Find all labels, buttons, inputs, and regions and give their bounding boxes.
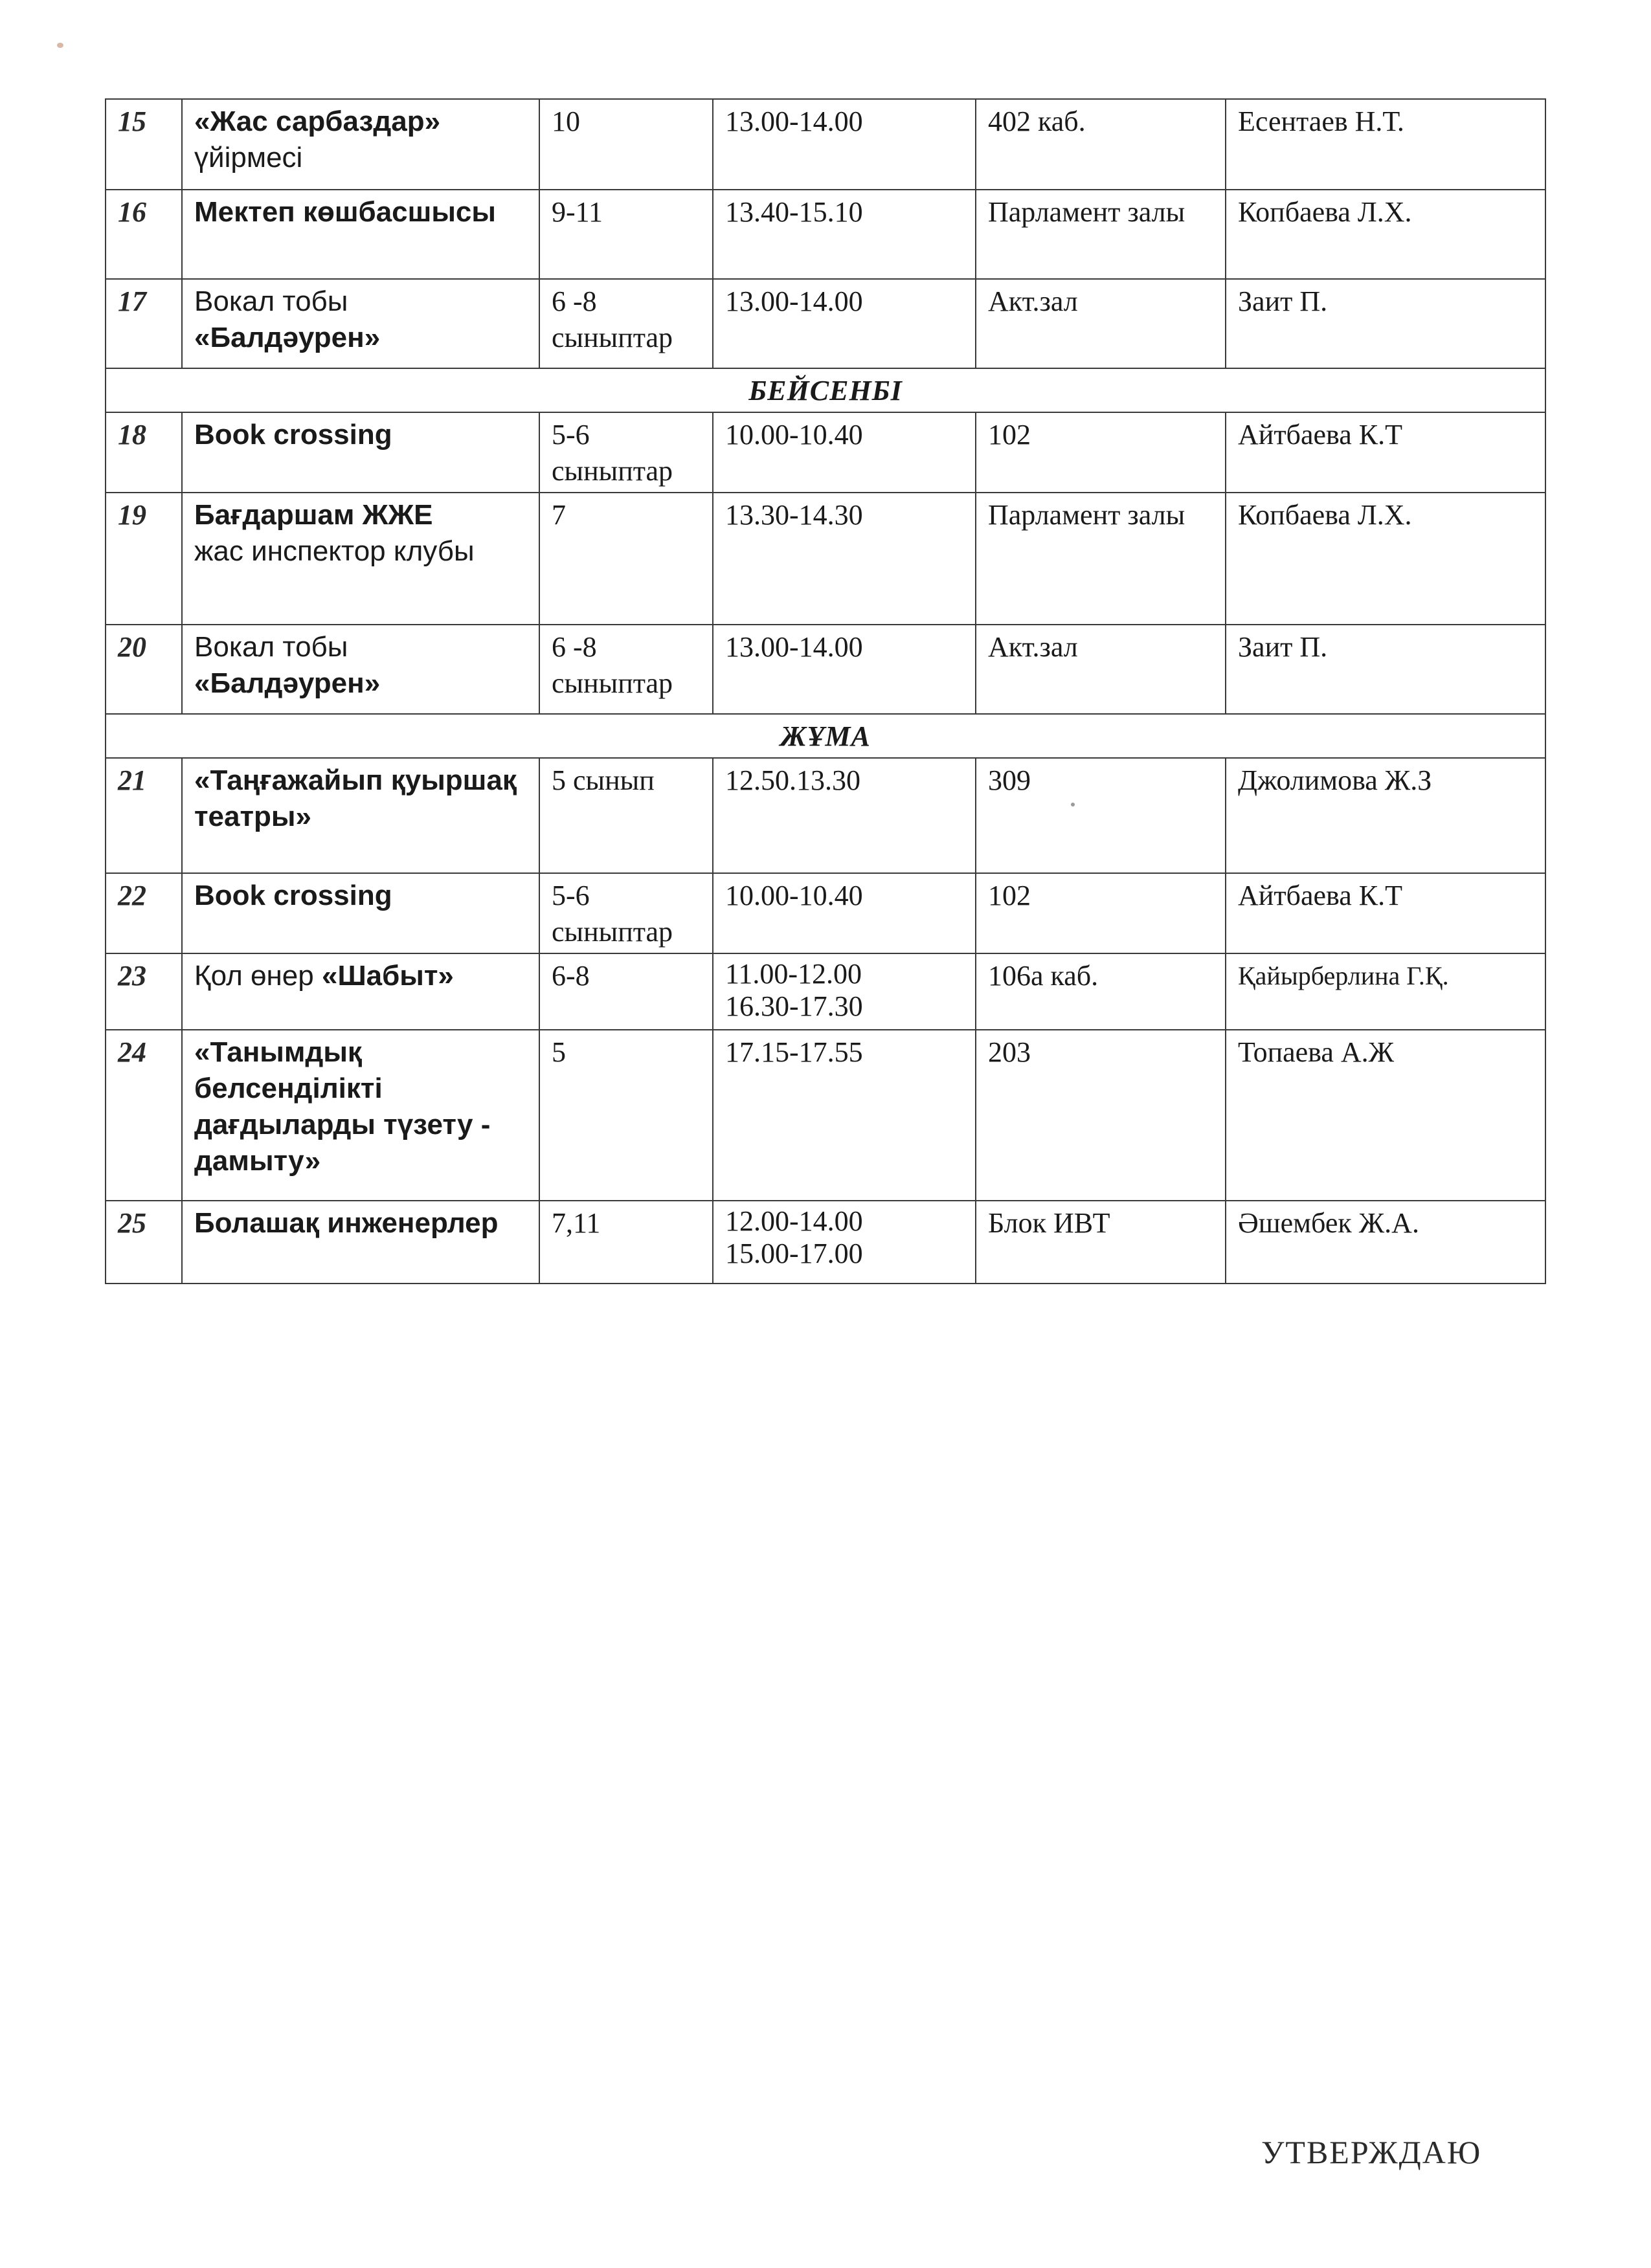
time-cell bbox=[713, 953, 976, 1030]
room-cell: Акт.зал bbox=[976, 279, 1226, 368]
club-name bbox=[182, 873, 539, 953]
grade-cell: 6-8 bbox=[539, 953, 713, 1030]
room-cell: 106а каб. bbox=[976, 953, 1226, 1030]
club-name bbox=[182, 1030, 539, 1201]
club-name-plain: Вокал тобы bbox=[194, 631, 348, 663]
row-number: 23 bbox=[106, 953, 182, 1030]
room-cell: 203 bbox=[976, 1030, 1226, 1201]
club-name-bold: «Танымдық белсенділікті дағдыларды түзету - дамыту» bbox=[194, 1036, 491, 1177]
club-name bbox=[182, 625, 539, 714]
teacher-cell: Айтбаева К.Т bbox=[1226, 873, 1545, 953]
teacher-cell: Есентаев Н.Т. bbox=[1226, 99, 1545, 190]
grade-cell: 5 bbox=[539, 1030, 713, 1201]
club-name-rest: жас инспектор клубы bbox=[194, 535, 475, 567]
scan-mark bbox=[57, 43, 63, 48]
time-line-2: 16.30-17.30 bbox=[725, 990, 863, 1022]
grade-cell: 5-6 сыныптар bbox=[539, 873, 713, 953]
time-cell: 13.00-14.00 bbox=[713, 99, 976, 190]
teacher-cell: Копбаева Л.Х. bbox=[1226, 190, 1545, 279]
club-name-plain: Вокал тобы bbox=[194, 285, 348, 317]
club-name-plain: Қол өнер bbox=[194, 960, 322, 992]
approval-heading: УТВЕРЖДАЮ bbox=[1261, 2134, 1482, 2170]
club-name bbox=[182, 279, 539, 368]
teacher-cell: Әшембек Ж.А. bbox=[1226, 1201, 1545, 1284]
room-cell: 402 каб. bbox=[976, 99, 1226, 190]
club-name-bold: Мектеп көшбасшысы bbox=[194, 196, 496, 228]
day-header-row bbox=[106, 714, 1545, 758]
teacher-cell: Джолимова Ж.З bbox=[1226, 758, 1545, 873]
teacher-cell: Заит П. bbox=[1226, 279, 1545, 368]
room-cell: Парламент залы bbox=[976, 190, 1226, 279]
table-row bbox=[106, 493, 1545, 625]
room-cell: Акт.зал bbox=[976, 625, 1226, 714]
grade-cell: 7 bbox=[539, 493, 713, 625]
row-number: 21 bbox=[106, 758, 182, 873]
table-row bbox=[106, 99, 1545, 190]
club-name-bold: Бағдаршам ЖЖЕ bbox=[194, 499, 433, 531]
row-number: 18 bbox=[106, 412, 182, 493]
club-name bbox=[182, 758, 539, 873]
table-row bbox=[106, 190, 1545, 279]
club-name bbox=[182, 412, 539, 493]
club-name-bold: «Шабыт» bbox=[321, 960, 454, 992]
club-name-bold: Book crossing bbox=[194, 419, 392, 450]
table-row bbox=[106, 758, 1545, 873]
club-name-bold: «Таңғажайып қуыршақ театры» bbox=[194, 764, 517, 832]
grade-cell: 6 -8 сыныптар bbox=[539, 625, 713, 714]
grade-cell: 5 сынып bbox=[539, 758, 713, 873]
club-name bbox=[182, 493, 539, 625]
grade-cell: 7,11 bbox=[539, 1201, 713, 1284]
teacher-cell: Айтбаева К.Т bbox=[1226, 412, 1545, 493]
club-name bbox=[182, 953, 539, 1030]
teacher-cell: Копбаева Л.Х. bbox=[1226, 493, 1545, 625]
grade-cell: 9-11 bbox=[539, 190, 713, 279]
club-name bbox=[182, 190, 539, 279]
row-number: 22 bbox=[106, 873, 182, 953]
teacher-cell: Топаева А.Ж bbox=[1226, 1030, 1545, 1201]
table-row bbox=[106, 412, 1545, 493]
grade-cell: 6 -8 сыныптар bbox=[539, 279, 713, 368]
club-name-bold: Болашақ инженерлер bbox=[194, 1207, 499, 1239]
row-number: 17 bbox=[106, 279, 182, 368]
table-row bbox=[106, 625, 1545, 714]
grade-cell: 5-6 сыныптар bbox=[539, 412, 713, 493]
room-cell: 309 bbox=[976, 758, 1226, 873]
table-row bbox=[106, 873, 1545, 953]
time-cell: 13.40-15.10 bbox=[713, 190, 976, 279]
time-cell: 10.00-10.40 bbox=[713, 873, 976, 953]
club-name-bold: Book crossing bbox=[194, 880, 392, 911]
table-row bbox=[106, 953, 1545, 1030]
day-header-friday: ЖҰМА bbox=[106, 714, 1545, 758]
club-name bbox=[182, 99, 539, 190]
club-name bbox=[182, 1201, 539, 1284]
room-cell: 102 bbox=[976, 412, 1226, 493]
time-cell: 13.00-14.00 bbox=[713, 625, 976, 714]
club-name-bold: «Балдәурен» bbox=[194, 322, 381, 353]
grade-cell: 10 bbox=[539, 99, 713, 190]
schedule-table bbox=[105, 98, 1546, 1284]
time-cell: 13.00-14.00 bbox=[713, 279, 976, 368]
day-header-row bbox=[106, 368, 1545, 412]
time-cell bbox=[713, 1201, 976, 1284]
room-cell: Блок ИВТ bbox=[976, 1201, 1226, 1284]
row-number: 15 bbox=[106, 99, 182, 190]
time-line-1: 12.00-14.00 bbox=[725, 1205, 863, 1237]
table-row bbox=[106, 1201, 1545, 1284]
table-row bbox=[106, 1030, 1545, 1201]
club-name-bold: «Балдәурен» bbox=[194, 667, 381, 699]
time-line-1: 11.00-12.00 bbox=[725, 958, 862, 990]
time-cell: 12.50.13.30 bbox=[713, 758, 976, 873]
room-cell: 102 bbox=[976, 873, 1226, 953]
time-line-2: 15.00-17.00 bbox=[725, 1238, 863, 1269]
time-cell: 17.15-17.55 bbox=[713, 1030, 976, 1201]
teacher-cell: Қайырберлина Г.Қ. bbox=[1226, 953, 1545, 1030]
time-cell: 13.30-14.30 bbox=[713, 493, 976, 625]
row-number: 24 bbox=[106, 1030, 182, 1201]
club-name-rest: үйірмесі bbox=[194, 142, 303, 173]
day-header-thursday: БЕЙСЕНБІ bbox=[106, 368, 1545, 412]
table-row bbox=[106, 279, 1545, 368]
teacher-cell: Заит П. bbox=[1226, 625, 1545, 714]
room-cell: Парламент залы bbox=[976, 493, 1226, 625]
club-name-bold: «Жас сарбаздар» bbox=[194, 106, 441, 137]
row-number: 25 bbox=[106, 1201, 182, 1284]
time-cell: 10.00-10.40 bbox=[713, 412, 976, 493]
row-number: 20 bbox=[106, 625, 182, 714]
row-number: 19 bbox=[106, 493, 182, 625]
row-number: 16 bbox=[106, 190, 182, 279]
